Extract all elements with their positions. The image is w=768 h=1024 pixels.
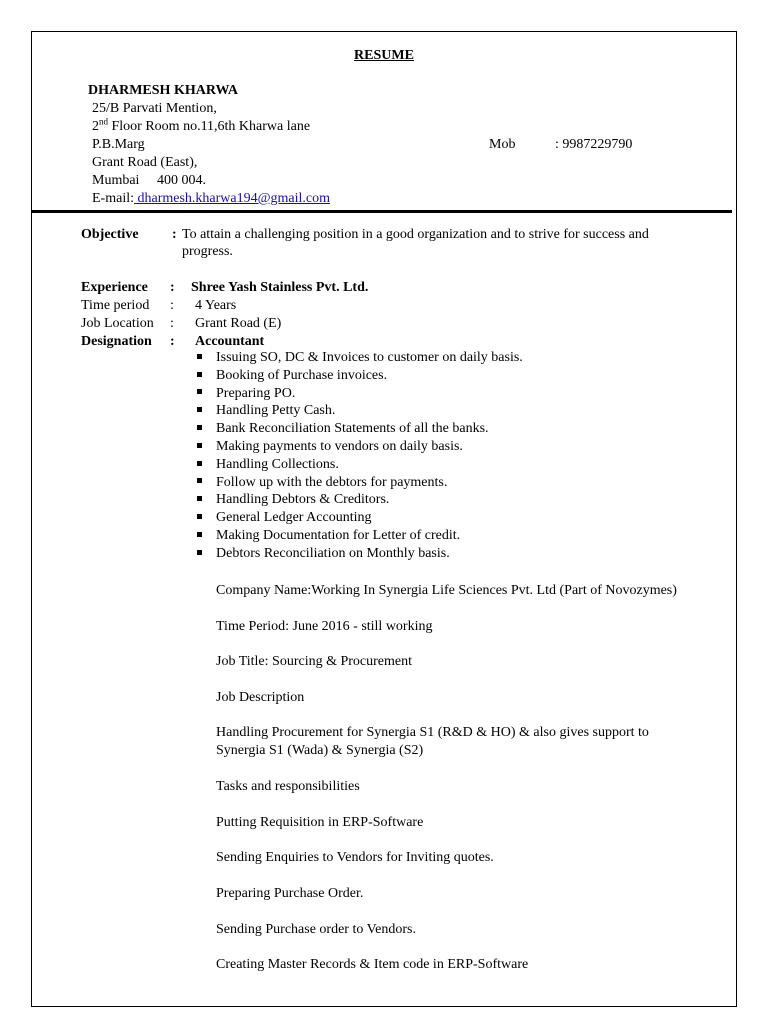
task-item: Creating Master Records & Item code in ERP-Software (216, 957, 529, 972)
email-label: E-mail: (92, 191, 134, 206)
bullet-icon (197, 461, 202, 466)
task-item: Preparing Purchase Order. (216, 886, 364, 901)
bullet-icon (197, 514, 202, 519)
mobile-number: : 9987229790 (555, 137, 633, 152)
bullet-icon (197, 496, 202, 501)
list-item: Debtors Reconciliation on Monthly basis. (195, 545, 523, 563)
bullet-icon (197, 425, 202, 430)
address-line-3: P.B.Marg (92, 137, 145, 152)
job-description-heading: Job Description (216, 690, 305, 705)
experience-label: Experience (81, 280, 148, 295)
objective-colon: : (172, 227, 177, 242)
experience-company: Shree Yash Stainless Pvt. Ltd. (191, 280, 369, 295)
designation-label: Designation (81, 334, 152, 349)
list-item: Handling Petty Cash. (195, 402, 523, 420)
job-description: Handling Procurement for Synergia S1 (R&D & HO) & also gives support to Synergia S1 (Wada) & Synergia (S2) (216, 725, 649, 758)
address-line-2 (92, 118, 310, 136)
bullet-icon (197, 372, 202, 377)
designation-value: Accountant (195, 334, 265, 349)
duties-list (195, 349, 523, 563)
mobile-label: Mob (489, 137, 516, 152)
bullet-icon (197, 550, 202, 555)
job-title: Job Title: Sourcing & Procurement (216, 654, 412, 669)
list-item: Follow up with the debtors for payments. (195, 474, 523, 492)
address-line-2-number: 2 (92, 119, 99, 134)
bullet-icon (197, 389, 202, 394)
bullet-icon (197, 532, 202, 537)
header-divider (31, 210, 732, 213)
email-link[interactable]: dharmesh.kharwa194@gmail.com (134, 191, 331, 206)
objective-text-line-2: progress. (182, 244, 233, 259)
resume-title: RESUME (354, 48, 414, 63)
experience-colon: : (170, 280, 175, 295)
company-name: Company Name:Working In Synergia Life Sciences Pvt. Ltd (Part of Novozymes) (216, 583, 677, 598)
email-line (92, 190, 330, 208)
candidate-name: DHARMESH KHARWA (88, 83, 239, 98)
list-item: Making payments to vendors on daily basis. (195, 438, 523, 456)
job-location-label: Job Location (81, 316, 154, 331)
task-item: Sending Enquiries to Vendors for Inviting quotes. (216, 850, 494, 865)
objective-label: Objective (81, 227, 139, 242)
time-period-label: Time period (81, 298, 150, 313)
task-item: Putting Requisition in ERP-Software (216, 815, 424, 830)
job-location-colon: : (170, 316, 174, 331)
list-item: Issuing SO, DC & Invoices to customer on daily basis. (195, 349, 523, 367)
address-line-2-suffix: nd (99, 116, 108, 127)
bullet-icon (197, 443, 202, 448)
list-item: Preparing PO. (195, 385, 523, 403)
list-item: Bank Reconciliation Statements of all the banks. (195, 420, 523, 438)
list-item: General Ledger Accounting (195, 509, 523, 527)
tasks-heading: Tasks and responsibilities (216, 779, 360, 794)
job-location-value: Grant Road (E) (195, 316, 282, 331)
objective-text-line-1: To attain a challenging position in a good organization and to strive for success and (182, 227, 649, 242)
bullet-icon (197, 354, 202, 359)
address-line-2-text: Floor Room no.11,6th Kharwa lane (108, 119, 311, 134)
address-line-1: 25/B Parvati Mention, (92, 101, 217, 116)
task-item: Sending Purchase order to Vendors. (216, 922, 416, 937)
list-item: Handling Collections. (195, 456, 523, 474)
bullet-icon (197, 407, 202, 412)
bullet-icon (197, 478, 202, 483)
address-line-4: Grant Road (East), (92, 155, 198, 170)
time-period: Time Period: June 2016 - still working (216, 619, 433, 634)
list-item: Handling Debtors & Creditors. (195, 491, 523, 509)
list-item: Making Documentation for Letter of credit. (195, 527, 523, 545)
time-period-value: 4 Years (195, 298, 237, 313)
list-item: Booking of Purchase invoices. (195, 367, 523, 385)
designation-colon: : (170, 334, 175, 349)
address-line-5: Mumbai 400 004. (92, 173, 206, 188)
time-period-colon: : (170, 298, 174, 313)
